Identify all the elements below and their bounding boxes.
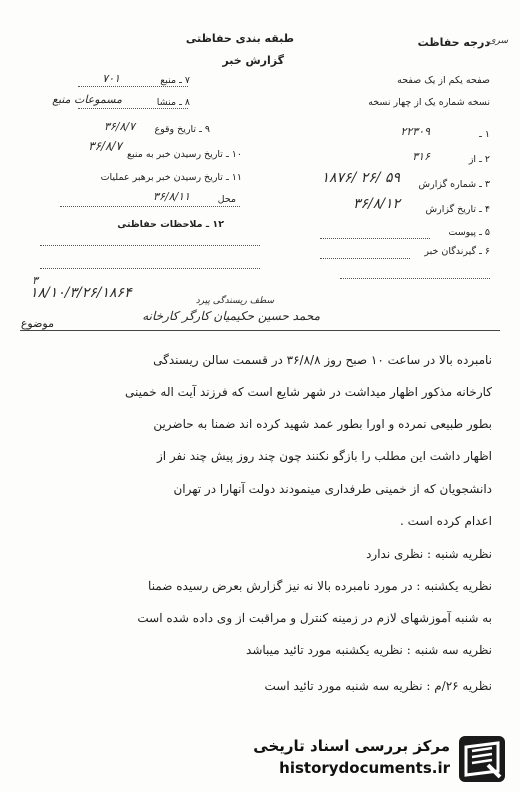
body-line: بطور طبیعی نمرده و اورا بطور عمد شهید کرده اند ضمنا به حاضرین — [153, 417, 492, 431]
classification-value: سری — [488, 36, 508, 46]
field-report-date-value: ۳۶/۸/۱۲ — [352, 196, 400, 212]
body-line: کارخانه مذکور اظهار میداشت در شهر شایع است که فرزند آیت اله خمینی — [125, 385, 492, 399]
field-recipients-label: ۶ ـ گیرندگان خبر — [424, 246, 490, 257]
body-line: اعدام کرده است . — [400, 514, 492, 528]
field-received-source-label: ۱۰ ـ تاریخ رسیدن خبر به منبع — [127, 149, 242, 160]
side-note: ۳ — [32, 274, 38, 287]
field-location-label: محل — [217, 194, 236, 205]
field-report-number-label: ۳ ـ شماره گزارش — [418, 179, 490, 190]
field-event-date-value: ۳۶/۸/۷ — [103, 120, 135, 133]
note-line: نظریه شنبه : نظری ندارد — [366, 547, 492, 561]
field-1-label: ۱ ـ — [479, 129, 490, 140]
note-line: نظریه یکشنبه : در مورد نامبرده بالا نه نیز گزارش بعرض رسیده ضمنا — [148, 579, 492, 593]
field-report-date-label: ۴ ـ تاریخ گزارش — [425, 204, 490, 215]
report-title: گزارش خبر — [222, 54, 284, 67]
field-2-label: ۲ ـ از — [468, 154, 490, 165]
field-source-label: ۷ ـ منبع — [160, 75, 190, 86]
field-copy-number: نسخه شماره یک از چهار نسخه — [368, 97, 490, 108]
field-page-count: صفحه یکم از یک صفحه — [397, 75, 490, 86]
field-source-value: ۷۰۱ — [102, 72, 120, 85]
field-received-source-value: ۳۶/۸/۷ — [88, 139, 122, 153]
org-name: طبقه بندی حفاظتی — [185, 32, 294, 45]
classification-label: درجه حفاظت — [417, 36, 490, 49]
archive-website: historydocuments.ir — [279, 759, 450, 777]
field-origin-value: مسموعات منبع — [52, 93, 122, 106]
field-report-number-value: ۱۸۷۶/ ۲۶/ ۵۹ — [321, 170, 400, 186]
archive-emblem-icon — [458, 735, 506, 783]
field-1-value: ۲۲۳۰۹ — [400, 125, 430, 138]
archive-logo — [232, 733, 510, 785]
body-line: نامبرده بالا در ساعت ۱۰ صبح روز ۳۶/۸/۸ در قسمت سالن ریسندگی — [153, 353, 492, 367]
subject-note: سطف ریسندگی پیرد — [195, 296, 274, 306]
field-origin-label: ۸ ـ منشا — [156, 97, 190, 108]
field-2-value: ۳۱۶ — [412, 150, 430, 163]
field-event-date-label: ۹ ـ تاریخ وقوع — [154, 124, 210, 135]
subject-label: موضوع — [20, 317, 54, 330]
subject-divider — [20, 330, 500, 331]
field-location-value: ۳۶/۸/۱۱ — [153, 190, 190, 203]
note-line: نظریه ۲۶/م : نظریه سه شنبه مورد تائید است — [264, 679, 492, 693]
subject-value: محمد حسین حکیمیان کارگر کارخانه — [142, 309, 320, 323]
body-line: دانشجویان که از خمینی طرفداری مینمودند دولت آنهارا در تهران — [173, 482, 492, 496]
reference-number: ۱۸/۱۰/۳/۲۶/۱۸۶۴ — [30, 285, 132, 301]
field-attachment-label: ۵ ـ پیوست — [448, 227, 490, 238]
note-line: نظریه سه شنبه : نظریه یکشنبه مورد تائید میباشد — [246, 643, 492, 657]
archive-name: مرکز بررسی اسناد تاریخی — [253, 737, 450, 755]
note-line: به شنبه آموزشهای لازم در زمینه کنترل و مراقبت از وی داده شده است — [137, 611, 492, 625]
body-line: اظهار داشت این مطلب را بازگو نکنند چون چند روز پیش چند نفر از — [156, 449, 492, 463]
field-security-notes-label: ۱۲ ـ ملاحظات حفاظتی — [117, 219, 224, 230]
field-received-op-label: ۱۱ ـ تاریخ رسیدن خبر برهبر عملیات — [100, 172, 242, 183]
